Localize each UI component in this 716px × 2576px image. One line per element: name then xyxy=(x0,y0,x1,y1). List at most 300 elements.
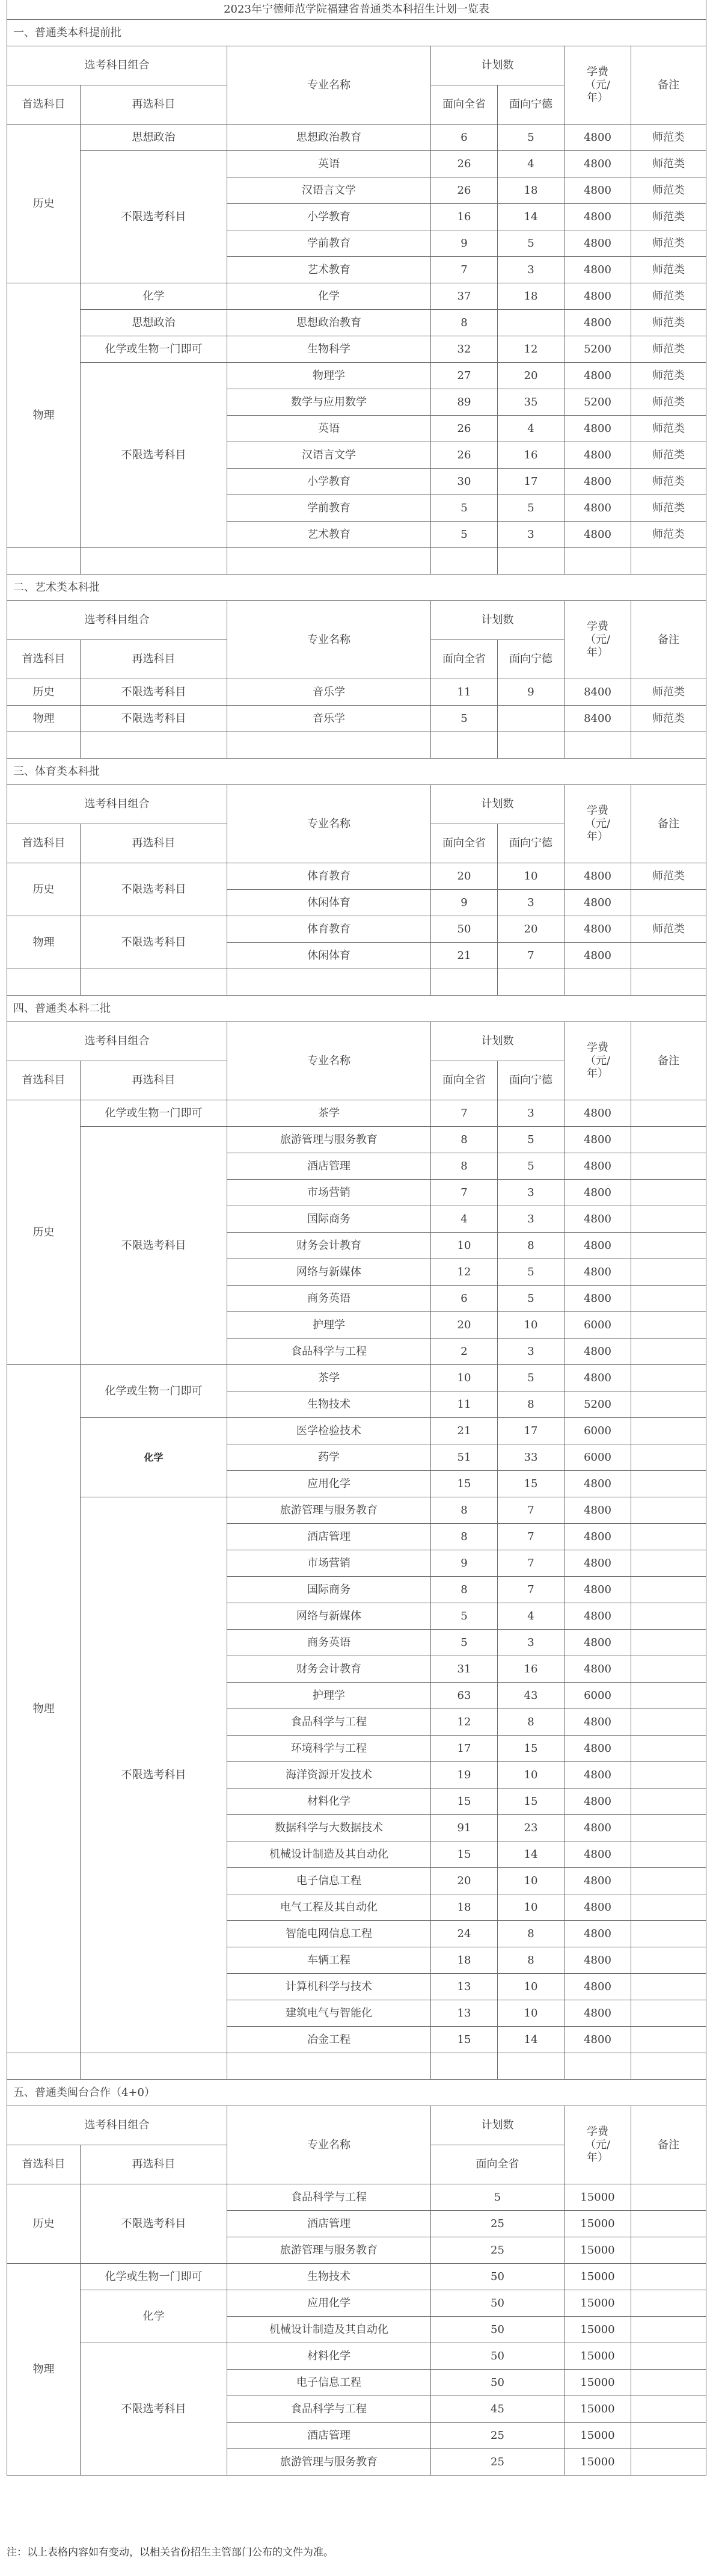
ningde-count-cell: 33 xyxy=(498,1444,565,1471)
major-cell: 环境科学与工程 xyxy=(227,1736,431,1762)
header-row xyxy=(7,1022,706,1061)
major-cell: 商务英语 xyxy=(227,1630,431,1656)
remark-cell xyxy=(631,2237,706,2264)
province-count-cell: 6 xyxy=(431,125,498,151)
major-cell: 英语 xyxy=(227,416,431,442)
province-count-cell: 30 xyxy=(431,469,498,495)
fee-cell: 6000 xyxy=(565,1683,631,1709)
header-major: 专业名称 xyxy=(227,785,431,863)
remark-cell: 师范类 xyxy=(631,416,706,442)
fee-cell: 15000 xyxy=(565,2370,631,2396)
empty-cell xyxy=(7,969,81,996)
major-cell: 体育教育 xyxy=(227,916,431,943)
ningde-count-cell: 9 xyxy=(498,679,565,706)
fee-cell: 4800 xyxy=(565,416,631,442)
header-plan-count: 计划数 xyxy=(431,46,565,85)
table-row xyxy=(7,1100,706,1127)
ningde-count-cell: 5 xyxy=(498,1127,565,1153)
province-count-cell: 8 xyxy=(431,1153,498,1180)
ningde-count-cell: 8 xyxy=(498,1921,565,1947)
header-major: 专业名称 xyxy=(227,601,431,679)
header-fee-line: 年） xyxy=(587,646,608,659)
ningde-count-cell: 7 xyxy=(498,1577,565,1603)
header-row xyxy=(7,601,706,640)
header-fee xyxy=(565,785,631,863)
ningde-count-cell: 18 xyxy=(498,177,565,204)
province-count-cell: 11 xyxy=(431,1391,498,1418)
province-count-cell: 20 xyxy=(431,863,498,890)
section-title-row xyxy=(7,759,706,785)
remark-cell xyxy=(631,2000,706,2027)
major-cell: 冶金工程 xyxy=(227,2027,431,2053)
header-second-subject: 再选科目 xyxy=(81,640,227,679)
remark-cell xyxy=(631,1418,706,1444)
major-cell: 海洋资源开发技术 xyxy=(227,1762,431,1789)
table-row xyxy=(7,283,706,310)
remark-cell xyxy=(631,1524,706,1550)
fee-cell: 4800 xyxy=(565,2027,631,2053)
fee-cell: 4800 xyxy=(565,1524,631,1550)
fee-cell: 4800 xyxy=(565,283,631,310)
remark-cell xyxy=(631,2184,706,2211)
major-cell: 市场营销 xyxy=(227,1550,431,1577)
header-fee xyxy=(565,2106,631,2184)
header-row xyxy=(7,46,706,85)
header-fee xyxy=(565,1022,631,1100)
ningde-count-cell: 16 xyxy=(498,1656,565,1683)
header-province-wide: 面向全省 xyxy=(431,85,498,125)
empty-cell xyxy=(565,548,631,575)
major-cell: 艺术教育 xyxy=(227,257,431,283)
fee-cell: 4800 xyxy=(565,1630,631,1656)
table-row xyxy=(7,2264,706,2290)
title-row xyxy=(7,0,706,20)
province-count-cell: 7 xyxy=(431,257,498,283)
remark-cell xyxy=(631,2211,706,2237)
section-title: 五、普通类闽台合作（4+0） xyxy=(7,2080,706,2106)
remark-cell xyxy=(631,2317,706,2343)
province-count-cell: 27 xyxy=(431,363,498,389)
remark-cell: 师范类 xyxy=(631,257,706,283)
province-count-cell: 5 xyxy=(431,522,498,548)
header-remark: 备注 xyxy=(631,601,706,679)
remark-cell xyxy=(631,1789,706,1815)
major-cell: 小学教育 xyxy=(227,469,431,495)
province-count-cell: 12 xyxy=(431,1259,498,1286)
header-major: 专业名称 xyxy=(227,2106,431,2184)
header-subject-combo: 选考科目组合 xyxy=(7,1022,227,1061)
fee-cell: 15000 xyxy=(565,2290,631,2317)
major-cell: 国际商务 xyxy=(227,1577,431,1603)
remark-cell: 师范类 xyxy=(631,283,706,310)
province-count-cell: 20 xyxy=(431,1868,498,1894)
province-count-cell: 8 xyxy=(431,1497,498,1524)
province-count-cell: 20 xyxy=(431,1312,498,1339)
major-cell: 思想政治教育 xyxy=(227,310,431,336)
province-count-cell: 8 xyxy=(431,1127,498,1153)
fee-cell: 4800 xyxy=(565,1233,631,1259)
major-cell: 旅游管理与服务教育 xyxy=(227,1127,431,1153)
fee-cell: 15000 xyxy=(565,2343,631,2370)
fee-cell: 15000 xyxy=(565,2264,631,2290)
fee-cell: 4800 xyxy=(565,1974,631,2000)
province-count-cell: 45 xyxy=(431,2396,565,2423)
remark-cell xyxy=(631,1921,706,1947)
table-row xyxy=(7,1497,706,1524)
remark-cell xyxy=(631,1127,706,1153)
remark-cell xyxy=(631,1180,706,1206)
ningde-count-cell: 12 xyxy=(498,336,565,363)
remark-cell: 师范类 xyxy=(631,151,706,177)
fee-cell: 4800 xyxy=(565,442,631,469)
ningde-count-cell: 3 xyxy=(498,1339,565,1365)
table-row xyxy=(7,706,706,732)
ningde-count-cell: 5 xyxy=(498,1286,565,1312)
empty-cell xyxy=(227,548,431,575)
ningde-count-cell: 5 xyxy=(498,1259,565,1286)
header-plan-count: 计划数 xyxy=(431,2106,565,2145)
header-ningde: 面向宁德 xyxy=(498,85,565,125)
table-row xyxy=(7,310,706,336)
fee-cell: 4800 xyxy=(565,1180,631,1206)
section-title-row xyxy=(7,996,706,1022)
header-subject-combo: 选考科目组合 xyxy=(7,46,227,85)
header-subject-combo: 选考科目组合 xyxy=(7,601,227,640)
province-count-cell: 50 xyxy=(431,2343,565,2370)
province-count-cell: 21 xyxy=(431,943,498,969)
header-second-subject: 再选科目 xyxy=(81,2145,227,2184)
province-count-cell: 17 xyxy=(431,1736,498,1762)
header-row xyxy=(7,785,706,824)
province-count-cell: 37 xyxy=(431,283,498,310)
ningde-count-cell: 23 xyxy=(498,1815,565,1841)
province-count-cell: 5 xyxy=(431,2184,565,2211)
fee-cell: 4800 xyxy=(565,204,631,230)
remark-cell xyxy=(631,1709,706,1736)
remark-cell xyxy=(631,1286,706,1312)
table-row xyxy=(7,151,706,177)
province-count-cell: 50 xyxy=(431,2317,565,2343)
header-plan-count: 计划数 xyxy=(431,601,565,640)
empty-cell xyxy=(431,548,498,575)
second-subject-cell: 不限选考科目 xyxy=(81,863,227,916)
province-count-cell: 91 xyxy=(431,1815,498,1841)
header-major: 专业名称 xyxy=(227,46,431,125)
major-cell: 市场营销 xyxy=(227,1180,431,1206)
header-province-wide: 面向全省 xyxy=(431,2145,565,2184)
header-fee-line: （元/ xyxy=(584,633,611,646)
empty-cell xyxy=(431,2053,498,2080)
major-cell: 音乐学 xyxy=(227,679,431,706)
remark-cell xyxy=(631,2449,706,2476)
major-cell: 数学与应用数学 xyxy=(227,389,431,416)
remark-cell xyxy=(631,1815,706,1841)
major-cell: 应用化学 xyxy=(227,2290,431,2317)
province-count-cell: 89 xyxy=(431,389,498,416)
ningde-count-cell: 14 xyxy=(498,1841,565,1868)
ningde-count-cell: 10 xyxy=(498,2000,565,2027)
page-title: 2023年宁德师范学院福建省普通类本科招生计划一览表 xyxy=(7,0,706,20)
ningde-count-cell: 4 xyxy=(498,416,565,442)
province-count-cell: 25 xyxy=(431,2237,565,2264)
province-count-cell: 6 xyxy=(431,1286,498,1312)
fee-cell: 4800 xyxy=(565,1921,631,1947)
province-count-cell: 13 xyxy=(431,1974,498,2000)
province-count-cell: 50 xyxy=(431,916,498,943)
province-count-cell: 25 xyxy=(431,2211,565,2237)
fee-cell: 4800 xyxy=(565,943,631,969)
ningde-count-cell: 3 xyxy=(498,1206,565,1233)
ningde-count-cell: 10 xyxy=(498,1974,565,2000)
province-count-cell: 21 xyxy=(431,1418,498,1444)
second-subject-cell: 化学 xyxy=(81,283,227,310)
remark-cell xyxy=(631,1471,706,1497)
header-subject-combo: 选考科目组合 xyxy=(7,785,227,824)
ningde-count-cell: 5 xyxy=(498,230,565,257)
fee-cell: 4800 xyxy=(565,469,631,495)
remark-cell: 师范类 xyxy=(631,442,706,469)
empty-cell xyxy=(81,548,227,575)
major-cell: 生物科学 xyxy=(227,336,431,363)
major-cell: 机械设计制造及其自动化 xyxy=(227,1841,431,1868)
fee-cell: 6000 xyxy=(565,1444,631,1471)
province-count-cell: 32 xyxy=(431,336,498,363)
fee-cell: 4800 xyxy=(565,1603,631,1630)
ningde-count-cell: 14 xyxy=(498,2027,565,2053)
remark-cell: 师范类 xyxy=(631,916,706,943)
ningde-count-cell: 3 xyxy=(498,1630,565,1656)
empty-cell xyxy=(81,732,227,759)
major-cell: 电子信息工程 xyxy=(227,2370,431,2396)
remark-cell xyxy=(631,2396,706,2423)
major-cell: 茶学 xyxy=(227,1100,431,1127)
header-ningde: 面向宁德 xyxy=(498,1061,565,1100)
major-cell: 旅游管理与服务教育 xyxy=(227,1497,431,1524)
major-cell: 汉语言文学 xyxy=(227,177,431,204)
fee-cell: 4800 xyxy=(565,177,631,204)
empty-row xyxy=(7,732,706,759)
province-count-cell: 15 xyxy=(431,1789,498,1815)
ningde-count-cell: 15 xyxy=(498,1471,565,1497)
header-province-wide: 面向全省 xyxy=(431,1061,498,1100)
section-title-row xyxy=(7,575,706,601)
empty-cell xyxy=(81,2053,227,2080)
header-subject-combo: 选考科目组合 xyxy=(7,2106,227,2145)
major-cell: 建筑电气与智能化 xyxy=(227,2000,431,2027)
header-fee-line: （元/ xyxy=(584,1054,611,1067)
empty-row xyxy=(7,548,706,575)
major-cell: 财务会计教育 xyxy=(227,1656,431,1683)
major-cell: 数据科学与大数据技术 xyxy=(227,1815,431,1841)
province-count-cell: 50 xyxy=(431,2264,565,2290)
fee-cell: 4800 xyxy=(565,310,631,336)
header-ningde: 面向宁德 xyxy=(498,640,565,679)
empty-cell xyxy=(631,548,706,575)
fee-cell: 4800 xyxy=(565,1815,631,1841)
empty-cell xyxy=(498,2053,565,2080)
remark-cell xyxy=(631,1100,706,1127)
major-cell: 酒店管理 xyxy=(227,1524,431,1550)
remark-cell: 师范类 xyxy=(631,177,706,204)
ningde-count-cell: 8 xyxy=(498,1233,565,1259)
second-subject-cell: 思想政治 xyxy=(81,310,227,336)
remark-cell xyxy=(631,1365,706,1391)
province-count-cell: 26 xyxy=(431,151,498,177)
first-subject-cell: 历史 xyxy=(7,125,81,283)
second-subject-cell: 化学或生物一门即可 xyxy=(81,1100,227,1127)
ningde-count-cell: 18 xyxy=(498,283,565,310)
major-cell: 药学 xyxy=(227,1444,431,1471)
major-cell: 体育教育 xyxy=(227,863,431,890)
empty-row xyxy=(7,2053,706,2080)
remark-cell xyxy=(631,1577,706,1603)
header-fee-line: 年） xyxy=(587,830,608,843)
fee-cell: 5200 xyxy=(565,1391,631,1418)
section-title-row xyxy=(7,20,706,46)
province-count-cell: 50 xyxy=(431,2370,565,2396)
ningde-count-cell: 3 xyxy=(498,890,565,916)
province-count-cell: 18 xyxy=(431,1894,498,1921)
header-second-subject: 再选科目 xyxy=(81,824,227,863)
ningde-count-cell: 7 xyxy=(498,1497,565,1524)
first-subject-cell: 历史 xyxy=(7,2184,81,2264)
header-plan-count: 计划数 xyxy=(431,1022,565,1061)
header-remark: 备注 xyxy=(631,46,706,125)
fee-cell: 6000 xyxy=(565,1312,631,1339)
remark-cell xyxy=(631,2264,706,2290)
empty-cell xyxy=(498,548,565,575)
fee-cell: 4800 xyxy=(565,1365,631,1391)
header-province-wide: 面向全省 xyxy=(431,824,498,863)
first-subject-cell: 物理 xyxy=(7,706,81,732)
province-count-cell: 50 xyxy=(431,2290,565,2317)
table-row xyxy=(7,336,706,363)
ningde-count-cell: 8 xyxy=(498,1391,565,1418)
ningde-count-cell: 8 xyxy=(498,1709,565,1736)
province-count-cell: 5 xyxy=(431,1603,498,1630)
ningde-count-cell: 10 xyxy=(498,1312,565,1339)
first-subject-cell: 物理 xyxy=(7,916,81,969)
remark-cell xyxy=(631,1312,706,1339)
fee-cell: 4800 xyxy=(565,1153,631,1180)
remark-cell xyxy=(631,2027,706,2053)
fee-cell: 15000 xyxy=(565,2237,631,2264)
ningde-count-cell: 3 xyxy=(498,257,565,283)
remark-cell: 师范类 xyxy=(631,863,706,890)
ningde-count-cell: 10 xyxy=(498,1894,565,1921)
header-fee xyxy=(565,46,631,125)
remark-cell: 师范类 xyxy=(631,469,706,495)
fee-cell: 4800 xyxy=(565,1947,631,1974)
ningde-count-cell: 7 xyxy=(498,1550,565,1577)
header-fee-line: 年） xyxy=(587,91,608,105)
second-subject-cell: 化学或生物一门即可 xyxy=(81,336,227,363)
province-count-cell: 4 xyxy=(431,1206,498,1233)
header-fee-line: 学费 xyxy=(587,804,608,818)
table-row xyxy=(7,916,706,943)
header-second-subject: 再选科目 xyxy=(81,1061,227,1100)
fee-cell: 4800 xyxy=(565,495,631,522)
province-count-cell: 12 xyxy=(431,1709,498,1736)
province-count-cell: 26 xyxy=(431,177,498,204)
header-fee-line: 学费 xyxy=(587,620,608,633)
remark-cell xyxy=(631,1630,706,1656)
major-cell: 学前教育 xyxy=(227,495,431,522)
remark-cell xyxy=(631,1206,706,1233)
fee-cell: 4800 xyxy=(565,1206,631,1233)
major-cell: 车辆工程 xyxy=(227,1947,431,1974)
second-subject-cell: 化学或生物一门即可 xyxy=(81,1365,227,1418)
second-subject-cell: 化学或生物一门即可 xyxy=(81,2264,227,2290)
remark-cell xyxy=(631,1391,706,1418)
major-cell: 旅游管理与服务教育 xyxy=(227,2449,431,2476)
fee-cell: 4800 xyxy=(565,1868,631,1894)
major-cell: 茶学 xyxy=(227,1365,431,1391)
major-cell: 食品科学与工程 xyxy=(227,1709,431,1736)
remark-cell: 师范类 xyxy=(631,679,706,706)
remark-cell xyxy=(631,943,706,969)
major-cell: 智能电网信息工程 xyxy=(227,1921,431,1947)
province-count-cell: 10 xyxy=(431,1365,498,1391)
province-count-cell: 25 xyxy=(431,2449,565,2476)
major-cell: 护理学 xyxy=(227,1312,431,1339)
major-cell: 生物技术 xyxy=(227,1391,431,1418)
province-count-cell: 11 xyxy=(431,679,498,706)
remark-cell: 师范类 xyxy=(631,230,706,257)
major-cell: 财务会计教育 xyxy=(227,1233,431,1259)
ningde-count-cell: 10 xyxy=(498,1868,565,1894)
fee-cell: 4800 xyxy=(565,890,631,916)
first-subject-cell: 物理 xyxy=(7,283,81,548)
header-first-subject: 首选科目 xyxy=(7,2145,81,2184)
fee-cell: 4800 xyxy=(565,2000,631,2027)
province-count-cell: 9 xyxy=(431,230,498,257)
ningde-count-cell: 8 xyxy=(498,1947,565,1974)
remark-cell xyxy=(631,1841,706,1868)
ningde-count-cell: 5 xyxy=(498,1365,565,1391)
remark-cell: 师范类 xyxy=(631,706,706,732)
fee-cell: 4800 xyxy=(565,1656,631,1683)
fee-cell: 4800 xyxy=(565,230,631,257)
section-title: 二、艺术类本科批 xyxy=(7,575,706,601)
ningde-count-cell: 3 xyxy=(498,1100,565,1127)
province-count-cell: 18 xyxy=(431,1947,498,1974)
second-subject-cell: 不限选考科目 xyxy=(81,151,227,283)
province-count-cell: 31 xyxy=(431,1656,498,1683)
header-fee-line: 学费 xyxy=(587,2125,608,2139)
major-cell: 材料化学 xyxy=(227,1789,431,1815)
major-cell: 休闲体育 xyxy=(227,943,431,969)
major-cell: 思想政治教育 xyxy=(227,125,431,151)
ningde-count-cell: 5 xyxy=(498,495,565,522)
remark-cell xyxy=(631,2343,706,2370)
fee-cell: 15000 xyxy=(565,2184,631,2211)
fee-cell: 5200 xyxy=(565,389,631,416)
header-remark: 备注 xyxy=(631,785,706,863)
header-fee xyxy=(565,601,631,679)
fee-cell: 4800 xyxy=(565,1841,631,1868)
province-count-cell: 26 xyxy=(431,442,498,469)
first-subject-cell: 物理 xyxy=(7,2264,81,2476)
footnote: 注：以上表格内容如有变动，以相关省份招生主管部门公布的文件为准。 xyxy=(7,2547,334,2559)
table-row xyxy=(7,1365,706,1391)
ningde-count-cell: 20 xyxy=(498,363,565,389)
province-count-cell: 15 xyxy=(431,1471,498,1497)
section-title: 四、普通类本科二批 xyxy=(7,996,706,1022)
major-cell: 护理学 xyxy=(227,1683,431,1709)
remark-cell xyxy=(631,1974,706,2000)
fee-cell: 4800 xyxy=(565,916,631,943)
